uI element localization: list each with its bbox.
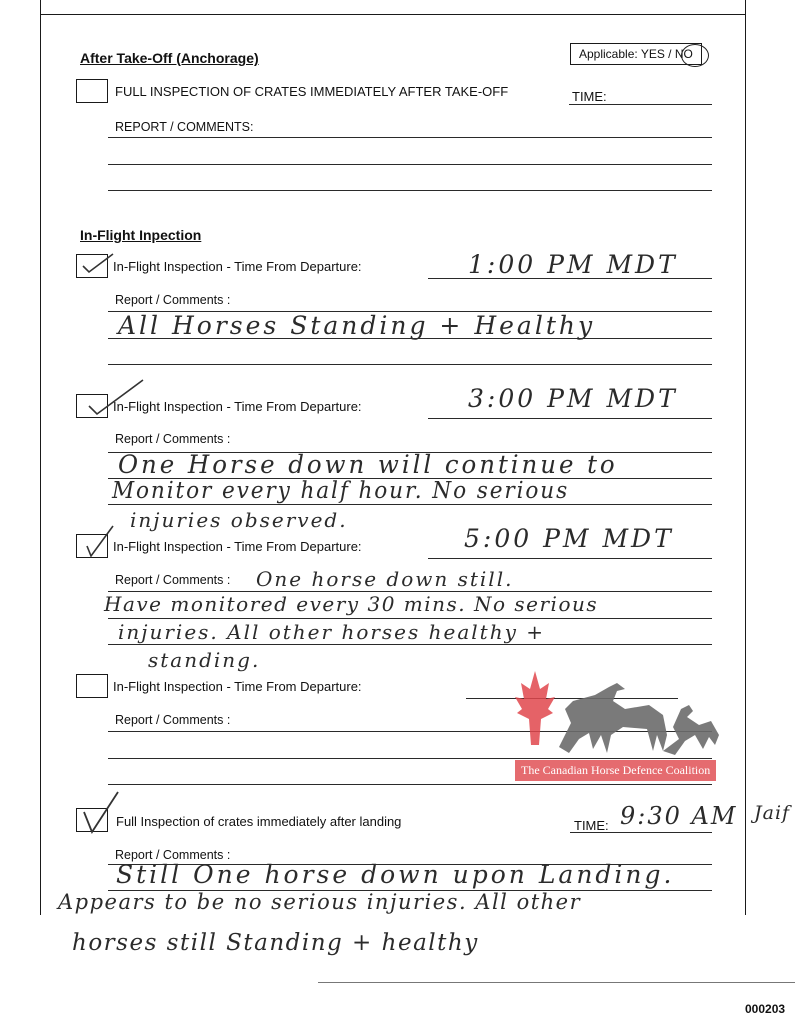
report-line[interactable]	[108, 338, 712, 339]
report-line[interactable]	[108, 164, 712, 165]
report-line[interactable]	[108, 190, 712, 191]
landing-time-label: TIME:	[574, 818, 609, 833]
inflight-3-time-line[interactable]	[428, 558, 712, 559]
report-line[interactable]	[108, 890, 712, 891]
large-horse-icon	[559, 683, 667, 753]
landing-comment-line-3: horses still Standing + healthy	[72, 930, 479, 956]
report-line[interactable]	[108, 504, 712, 505]
inflight-3-time-value: 5:00 PM MDT	[464, 524, 674, 553]
inflight-1-time-value: 1:00 PM MDT	[468, 250, 678, 279]
inflight-2-label: In-Flight Inspection - Time From Departure:	[113, 399, 362, 414]
inflight-2-comment-line-3: injuries observed.	[130, 508, 348, 532]
form-border-right	[745, 0, 746, 915]
applicable-label: Applicable: YES / NO	[579, 47, 693, 61]
landing-margin-note: Jaif	[754, 802, 791, 824]
report-line[interactable]	[108, 618, 712, 619]
report-line[interactable]	[108, 591, 712, 592]
form-border-top	[40, 14, 746, 15]
landing-comment-line-2: Appears to be no serious injuries. All other	[58, 890, 582, 914]
report-line[interactable]	[108, 644, 712, 645]
inflight-3-label: In-Flight Inspection - Time From Departure:	[113, 539, 362, 554]
report-line[interactable]	[108, 364, 712, 365]
landing-time-value: 9:30 AM	[620, 802, 738, 830]
inflight-2-time-value: 3:00 PM MDT	[468, 384, 678, 413]
inflight-4-checkbox[interactable]	[76, 674, 108, 698]
report-line[interactable]	[108, 864, 712, 865]
report-line[interactable]	[108, 784, 712, 785]
inflight-1-label: In-Flight Inspection - Time From Departure:	[113, 259, 362, 274]
inflight-3-comment-line-3: injuries. All other horses healthy +	[118, 620, 546, 644]
inflight-3-comment-line-1: One horse down still.	[256, 567, 514, 591]
page-bottom-rule	[318, 982, 795, 983]
after-takeoff-time-label: TIME:	[572, 89, 607, 104]
inflight-1-report-label: Report / Comments :	[115, 293, 231, 307]
inflight-1-time-line[interactable]	[428, 278, 712, 279]
after-takeoff-checkbox[interactable]	[76, 79, 108, 103]
landing-comment-line-1: Still One horse down upon Landing.	[116, 860, 675, 889]
inflight-2-time-line[interactable]	[428, 418, 712, 419]
inflight-3-report-label: Report / Comments :	[115, 573, 231, 587]
inflight-4-report-label: Report / Comments :	[115, 713, 231, 727]
report-line[interactable]	[108, 478, 712, 479]
inflight-1-comment-line-1: All Horses Standing + Healthy	[118, 311, 596, 340]
inflight-2-comment-line-2: Monitor every half hour. No serious	[112, 478, 570, 504]
after-takeoff-checkbox-label: FULL INSPECTION OF CRATES IMMEDIATELY AFTER TAKE-OFF	[115, 84, 509, 99]
landing-label: Full Inspection of crates immediately after landing	[116, 814, 402, 829]
inflight-title: In-Flight Inpection	[80, 227, 202, 243]
after-takeoff-report-label: REPORT / COMMENTS:	[115, 120, 254, 134]
horse-logo-icon	[513, 665, 725, 759]
coalition-watermark	[513, 665, 725, 781]
applicable-no-circle-mark	[681, 44, 709, 67]
landing-report-label: Report / Comments :	[115, 848, 231, 862]
report-line[interactable]	[108, 311, 712, 312]
report-line[interactable]	[108, 137, 712, 138]
small-horse-icon	[663, 705, 719, 755]
check-mark-icon	[80, 790, 124, 836]
watermark-caption: The Canadian Horse Defence Coalition	[515, 760, 716, 781]
report-line[interactable]	[108, 452, 712, 453]
inflight-4-label: In-Flight Inspection - Time From Departure:	[113, 679, 362, 694]
inflight-2-report-label: Report / Comments :	[115, 432, 231, 446]
after-takeoff-time-line[interactable]	[569, 104, 712, 105]
form-border-left	[40, 0, 41, 915]
after-takeoff-title: After Take-Off (Anchorage)	[80, 50, 259, 66]
inflight-3-comment-line-4: standing.	[148, 648, 261, 672]
inflight-3-comment-line-2: Have monitored every 30 mins. No serious	[104, 592, 599, 616]
page-number: 000203	[745, 1002, 786, 1016]
maple-leaf-icon	[515, 671, 555, 745]
inflight-2-comment-line-1: One Horse down will continue to	[118, 450, 618, 479]
landing-time-line[interactable]	[570, 832, 712, 833]
